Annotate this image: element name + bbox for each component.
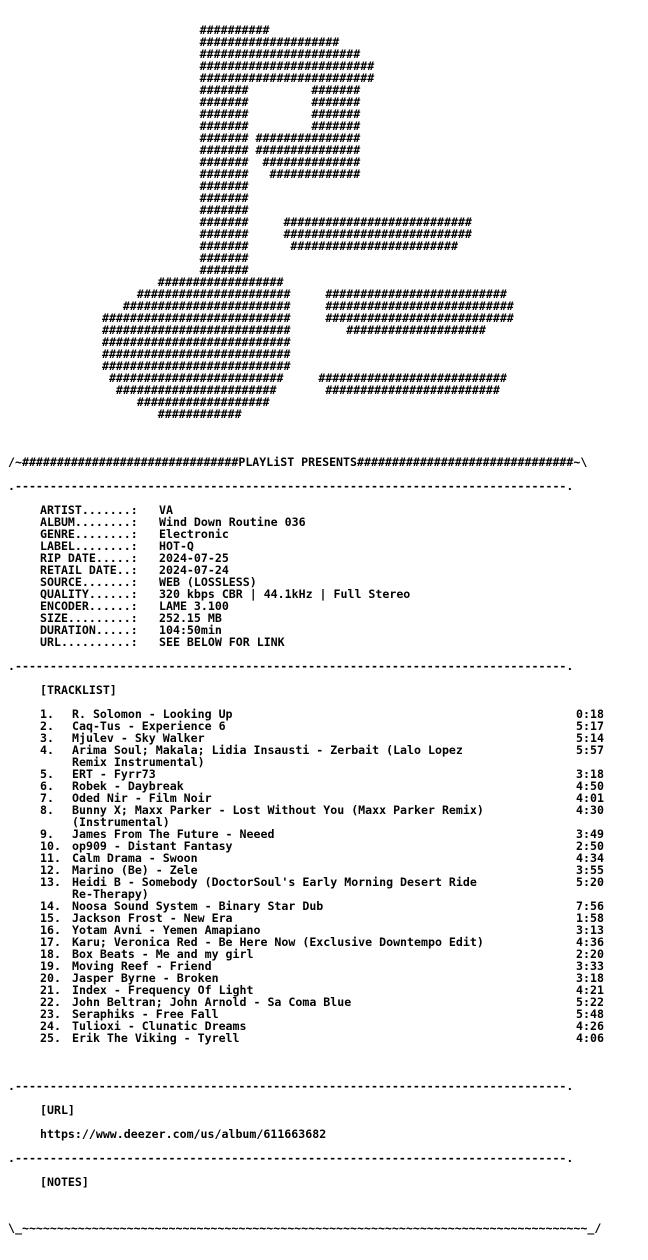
notes-header: [NOTES] xyxy=(40,1175,89,1189)
album-url-link[interactable]: https://www.deezer.com/us/album/611663682 xyxy=(40,1127,327,1141)
track-row xyxy=(40,876,616,900)
info-label: ENCODER......: xyxy=(40,599,138,613)
track-number: 9. xyxy=(40,827,54,841)
track-duration: 4:01 xyxy=(576,791,604,805)
release-info xyxy=(40,504,410,648)
info-value: Electronic xyxy=(159,527,229,541)
track-title: Seraphiks - Free Fall xyxy=(72,1007,219,1021)
track-title: James From The Future - Neeed xyxy=(72,827,275,841)
track-number: 15. xyxy=(40,911,61,925)
track-title: Jackson Frost - New Era xyxy=(72,911,233,925)
track-duration: 3:49 xyxy=(576,827,604,841)
track-number: 11. xyxy=(40,851,61,865)
track-title: Karu; Veronica Red - Be Here Now (Exclusive Downtempo Edit) xyxy=(72,935,484,949)
track-title: R. Solomon - Looking Up xyxy=(72,707,233,721)
footer-border: \_~~~~~~~~~~~~~~~~~~~~~~~~~~~~~~~~~~~~~~~~~~~~~~~~~~~~~~~~~~~~~~~~~~~~~~~~~~~~~~~~~_/ xyxy=(8,1221,602,1235)
track-duration: 5:14 xyxy=(576,731,604,745)
track-number: 13. xyxy=(40,875,61,889)
info-value: Wind Down Routine 036 xyxy=(159,515,306,529)
track-number: 20. xyxy=(40,971,61,985)
track-number: 25. xyxy=(40,1031,61,1045)
track-title: John Beltran; John Arnold - Sa Coma Blue xyxy=(72,995,352,1009)
track-number: 16. xyxy=(40,923,61,937)
track-title: Oded Nir - Film Noir xyxy=(72,791,212,805)
track-duration: 7:56 xyxy=(576,899,604,913)
track-duration: 4:21 xyxy=(576,983,604,997)
info-label: URL..........: xyxy=(40,635,138,649)
info-value: 2024-07-25 xyxy=(159,551,229,565)
track-duration: 5:57 xyxy=(576,743,604,757)
track-title: op909 - Distant Fantasy xyxy=(72,839,233,853)
track-title: Box Beats - Me and my girl xyxy=(72,947,254,961)
track-number: 12. xyxy=(40,863,61,877)
info-label: RETAIL DATE..: xyxy=(40,563,138,577)
track-duration: 3:18 xyxy=(576,971,604,985)
info-label: DURATION.....: xyxy=(40,623,138,637)
track-number: 21. xyxy=(40,983,61,997)
track-number: 2. xyxy=(40,719,54,733)
track-duration: 5:22 xyxy=(576,995,604,1009)
track-number: 4. xyxy=(40,743,54,757)
info-value: 104:50min xyxy=(159,623,222,637)
track-duration: 3:55 xyxy=(576,863,604,877)
info-value: 320 kbps CBR | 44.1kHz | Full Stereo xyxy=(159,587,411,601)
track-number: 22. xyxy=(40,995,61,1009)
track-title: Moving Reef - Friend xyxy=(72,959,212,973)
separator: .-------------------------------------------------------------------------------. xyxy=(8,479,574,493)
track-duration: 4:34 xyxy=(576,851,604,865)
track-duration: 4:06 xyxy=(576,1031,604,1045)
info-value: 252.15 MB xyxy=(159,611,222,625)
track-number: 23. xyxy=(40,1007,61,1021)
info-label: GENRE........: xyxy=(40,527,138,541)
track-number: 7. xyxy=(40,791,54,805)
info-value: HOT-Q xyxy=(159,539,194,553)
track-title: Mjulev - Sky Walker xyxy=(72,731,205,745)
track-number: 24. xyxy=(40,1019,61,1033)
info-label: ALBUM........: xyxy=(40,515,138,529)
track-title: Caq-Tus - Experience 6 xyxy=(72,719,226,733)
track-duration: 2:50 xyxy=(576,839,604,853)
info-label: LABEL........: xyxy=(40,539,138,553)
info-label: ARTIST.......: xyxy=(40,503,138,517)
track-duration: 3:33 xyxy=(576,959,604,973)
info-label: RIP DATE.....: xyxy=(40,551,138,565)
info-value: SEE BELOW FOR LINK xyxy=(159,635,285,649)
info-value: VA xyxy=(159,503,173,517)
track-number: 10. xyxy=(40,839,61,853)
info-value: 2024-07-24 xyxy=(159,563,229,577)
track-title: Index - Frequency Of Light xyxy=(72,983,254,997)
track-title: Tulioxi - Clunatic Dreams xyxy=(72,1019,247,1033)
track-number: 3. xyxy=(40,731,54,745)
url-header: [URL] xyxy=(40,1103,75,1117)
track-title: Calm Drama - Swoon xyxy=(72,851,198,865)
track-duration: 4:30 xyxy=(576,803,604,817)
track-duration: 5:17 xyxy=(576,719,604,733)
track-duration: 3:13 xyxy=(576,923,604,937)
track-duration: 2:20 xyxy=(576,947,604,961)
track-title: Robek - Daybreak xyxy=(72,779,184,793)
track-title: Arima Soul; Makala; Lidia Insausti - Zerbait (Lalo Lopez Remix Instrumental) xyxy=(72,743,463,769)
track-number: 18. xyxy=(40,947,61,961)
track-title: Erik The Viking - Tyrell xyxy=(72,1031,240,1045)
info-label: SOURCE.......: xyxy=(40,575,138,589)
track-row xyxy=(40,744,616,768)
track-number: 6. xyxy=(40,779,54,793)
separator: .-------------------------------------------------------------------------------. xyxy=(8,659,574,673)
track-number: 8. xyxy=(40,803,54,817)
separator: .-------------------------------------------------------------------------------. xyxy=(8,1151,574,1165)
track-title: Noosa Sound System - Binary Star Dub xyxy=(72,899,324,913)
track-title: Jasper Byrne - Broken xyxy=(72,971,219,985)
info-value: LAME 3.100 xyxy=(159,599,229,613)
track-number: 1. xyxy=(40,707,54,721)
track-row xyxy=(40,804,616,828)
track-row xyxy=(40,1032,616,1044)
info-label: SIZE.........: xyxy=(40,611,138,625)
info-row xyxy=(40,636,410,648)
tracklist xyxy=(40,708,616,1044)
track-number: 19. xyxy=(40,959,61,973)
track-duration: 5:20 xyxy=(576,875,604,889)
track-duration: 0:18 xyxy=(576,707,604,721)
track-number: 14. xyxy=(40,899,61,913)
tracklist-header: [TRACKLIST] xyxy=(40,683,117,697)
track-title: Bunny X; Maxx Parker - Lost Without You (Maxx Parker Remix) (Instrumental) xyxy=(72,803,484,829)
track-duration: 3:18 xyxy=(576,767,604,781)
info-value: WEB (LOSSLESS) xyxy=(159,575,257,589)
track-duration: 4:36 xyxy=(576,935,604,949)
track-title: ERT - Fyrr73 xyxy=(72,767,156,781)
track-title: Yotam Avni - Yemen Amapiano xyxy=(72,923,261,937)
track-duration: 4:26 xyxy=(576,1019,604,1033)
track-number: 17. xyxy=(40,935,61,949)
track-duration: 1:58 xyxy=(576,911,604,925)
ascii-art-logo: ########## #################### ####################### ######################### ######################### ####### ####### ####### ####### ####### ####### ####### ####### ####### ############### ####### ############### ####### ############## ####### ############# ####### ####### ####### ####### ########################### ####### ########################### ####### ######################## ####### ####### ################## ###################### ########################## ######################## ########################### ########################### ########################### ########################### #################### ########################### ########################### ########################### ######################### ########################### ####################### ######################### ################### ############ xyxy=(101,23,514,421)
track-title: Heidi B - Somebody (DoctorSoul's Early Morning Desert Ride Re-Therapy) xyxy=(72,875,477,901)
track-title: Marino (Be) - Zele xyxy=(72,863,198,877)
info-label: QUALITY......: xyxy=(40,587,138,601)
track-duration: 4:50 xyxy=(576,779,604,793)
track-number: 5. xyxy=(40,767,54,781)
playlist-presents-banner: /~###############################PLAYLiST PRESENTS###############################~\ xyxy=(8,455,588,469)
track-duration: 5:48 xyxy=(576,1007,604,1021)
separator: .-------------------------------------------------------------------------------. xyxy=(8,1079,574,1093)
